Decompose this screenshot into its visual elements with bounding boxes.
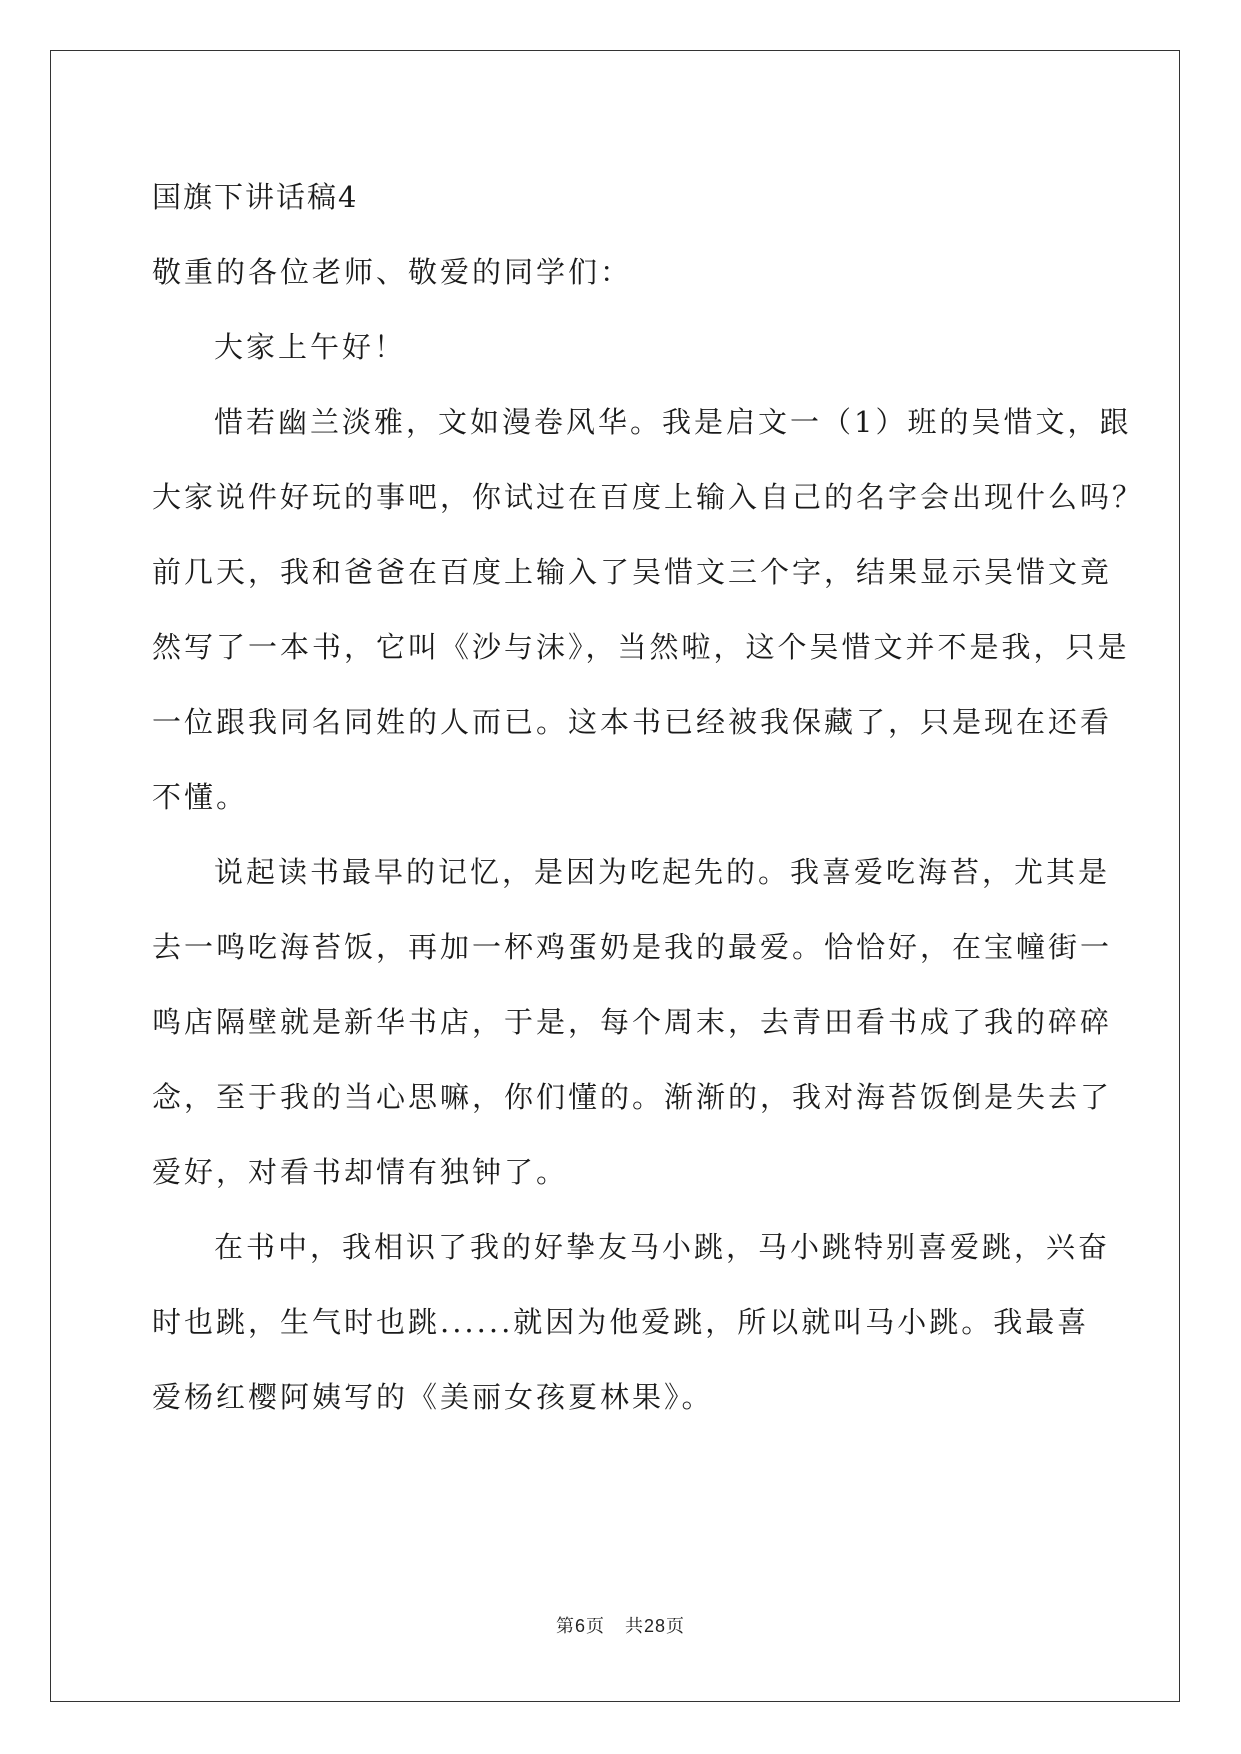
paragraph-line: 惜若幽兰淡雅，文如漫卷风华。我是启文一（1）班的吴惜文，跟 [214,405,1132,439]
paragraph-line: 念，至于我的当心思嘛，你们懂的。渐渐的，我对海苔饭倒是失去了 [152,1080,1113,1114]
footer-page-suffix: 页 [585,1616,605,1637]
page-number: 6 [574,1616,586,1636]
greeting-line: 大家上午好！ [214,330,407,364]
footer-prefix: 第 [555,1616,575,1637]
paragraph-line: 大家说件好玩的事吧，你试过在百度上输入自己的名字会出现什么吗？ [152,480,1145,514]
paragraph-line: 去一鸣吃海苔饭，再加一杯鸡蛋奶是我的最爱。恰恰好，在宝幢街一 [152,930,1113,964]
paragraph-line: 一位跟我同名同姓的人而已。这本书已经被我保藏了，只是现在还看 [152,705,1113,739]
page-footer [0,1612,1241,1638]
paragraph-line: 前几天，我和爸爸在百度上输入了吴惜文三个字，结果显示吴惜文竟 [152,555,1113,589]
footer-total-suffix: 页 [666,1616,686,1637]
document-title: 国旗下讲话稿4 [152,180,359,214]
paragraph-line: 爱杨红樱阿姨写的《美丽女孩夏林果》。 [152,1380,714,1414]
paragraph-line: 鸣店隔壁就是新华书店，于是，每个周末，去青田看书成了我的碎碎 [152,1005,1113,1039]
paragraph-line: 然写了一本书，它叫《沙与沫》，当然啦，这个吴惜文并不是我，只是 [152,630,1130,664]
footer-total-prefix: 共 [624,1616,644,1637]
paragraph-line: 不懂。 [152,780,249,814]
paragraph-line: 在书中，我相识了我的好挚友马小跳，马小跳特别喜爱跳，兴奋 [214,1230,1111,1264]
paragraph-line: 时也跳，生气时也跳......就因为他爱跳，所以就叫马小跳。我最喜 [152,1305,1090,1339]
paragraph-line: 说起读书最早的记忆，是因为吃起先的。我喜爱吃海苔，尤其是 [214,855,1111,889]
document-body [152,160,1145,1435]
paragraph-line: 爱好，对看书却情有独钟了。 [152,1155,569,1189]
salutation-line: 敬重的各位老师、敬爱的同学们： [152,255,633,289]
total-pages: 28 [643,1616,667,1636]
